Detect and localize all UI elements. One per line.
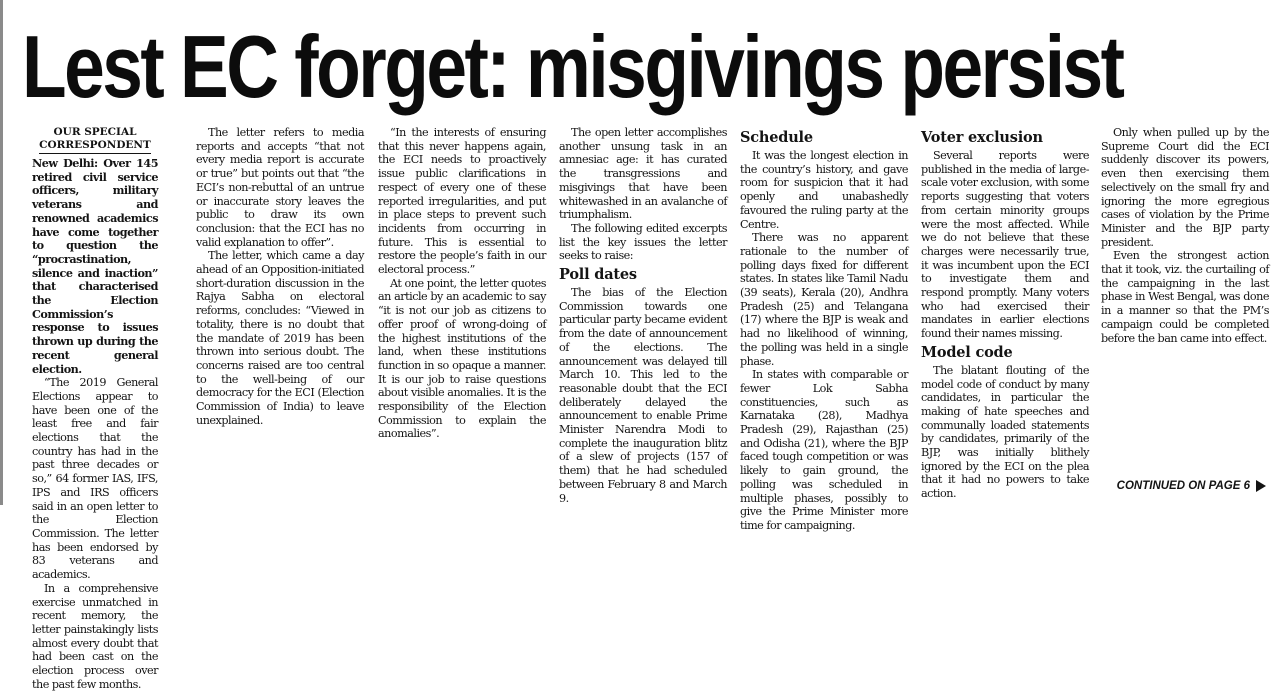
paragraph: At one point, the letter quotes an article by an academic to say “it is not our job as citizens to offer proof of wrong-doing of the highest institutions of the land, when these institutions function in so opaque a manner. It is our job to raise questions about visible anomalies. It is the responsibility of the Election Commission to explain the anomalies”. <box>378 276 546 441</box>
headline: Lest EC forget: misgivings persist <box>22 17 1123 116</box>
paragraph: The following edited excerpts list the key issues the letter seeks to raise: <box>559 221 727 263</box>
paragraph: It was the longest election in the country’s history, and gave room for suspicion that it had openly and unabashedly favoured the ruling party at the Centre. <box>740 149 908 231</box>
paragraph: The open letter accomplishes another unsung task in an amnesiac age: it has curated the transgressions and misgivings that have been whitewashed in an avalanche of triumphalism. <box>559 126 727 222</box>
arrow-right-icon <box>1256 480 1266 492</box>
column-6 <box>921 126 1089 501</box>
byline-line-2: CORRESPONDENT <box>39 139 151 154</box>
page-edge-rule <box>0 0 3 505</box>
continued-label: CONTINUED ON PAGE 6 <box>1116 480 1250 492</box>
paragraph: In a comprehensive exercise unmatched in recent memory, the letter painstakingly lists almost every doubt that had been cast on the election process over the past few months. <box>32 581 158 691</box>
lead-paragraph: New Delhi: Over 145 retired civil service officers, military veterans and renowned academics have come together to question the “procrastination, silence and inaction” that characterised the Election Commission’s response to issues thrown up during the recent general election. <box>32 156 158 376</box>
paragraph: The letter, which came a day ahead of an Opposition-initiated short-duration discussion in the Rajya Sabha on electoral reforms, concludes: “Viewed in totality, there is no doubt that the mandate of 2019 has been thrown into serious doubt. The concerns raised are too central to the well-being of our democracy for the ECI (Election Commission of India) to leave unexplained. <box>196 249 364 427</box>
paragraph: Only when pulled up by the Supreme Court did the ECI suddenly discover its powers, even then exercising them selectively on the small fry and ignoring the more egregious cases of violation by the Prime Minister and the BJP party president. <box>1101 126 1269 249</box>
paragraph: “In the interests of ensuring that this never happens again, the ECI needs to proactively issue public clarifications in respect of every one of these reported irregularities, and put in place steps to prevent such incidents from occurring in future. This is essential to restore the people’s faith in our electoral process.” <box>378 126 546 277</box>
paragraph: In states with comparable or fewer Lok Sabha constituencies, such as Karnataka (28), Madhya Pradesh (29), Rajasthan (25) and Odisha (21), where the BJP faced tough competition or was likely to gain ground, the polling was scheduled in multiple phases, possibly to give the Prime Minister more time for campaigning. <box>740 368 908 532</box>
paragraph: Several reports were published in the media of large-scale voter exclusion, with some reports suggesting that voters from certain minority groups were the most affected. While we do not believe that these charges were necessarily true, it was incumbent upon the ECI to investigate them and respond promptly. Many voters who had exercised their mandates in earlier elections found their names missing. <box>921 149 1089 341</box>
column-4 <box>559 126 727 505</box>
paragraph: The bias of the Election Commission towards one particular party became evident from the date of announcement of the elections. The announcement was delayed till March 10. This led to the reasonable doubt that the ECI deliberately delayed the announcement to enable Prime Minister Narendra Modi to complete the inauguration blitz of a slew of projects (157 of them) that he had scheduled between February 8 and March 9. <box>559 286 727 505</box>
byline-line-1: OUR SPECIAL <box>53 126 137 138</box>
column-1 <box>32 126 158 691</box>
column-3 <box>378 126 546 498</box>
subhead-poll-dates: Poll dates <box>559 266 637 284</box>
byline <box>32 126 158 154</box>
subhead-voter-exclusion: Voter exclusion <box>921 129 1043 146</box>
paragraph: The letter refers to media reports and accepts “that not every media report is accurate or true” but points out that “the ECI’s non-rebuttal of an untrue or inaccurate story leaves the public to draw its own conclusion: that the ECI has no valid explanation to offer”. <box>196 126 364 249</box>
column-5 <box>740 126 908 532</box>
paragraph: “The 2019 General Elections appear to have been one of the least free and fair elections that the country has had in the past three decades or so,” 64 former IAS, IFS, IPS and IRS officers said in an open letter to the Election Commission. The letter has been endorsed by 83 veterans and academics. <box>32 376 158 582</box>
continued-on-page-link[interactable] <box>1117 480 1266 492</box>
subhead-model-code: Model code <box>921 343 1013 361</box>
paragraph: Even the strongest action that it took, viz. the curtailing of the campaigning in the last phase in West Bengal, was done in a manner so that the PM’s campaign could be completed before the ban came into effect. <box>1101 249 1269 345</box>
column-7 <box>1101 126 1269 476</box>
paragraph: There was no apparent rationale to the number of polling days fixed for different states. In states like Tamil Nadu (39 seats), Kerala (20), Andhra Pradesh (25) and Telangana (17) where the BJP is weak and had no likelihood of winning, the polling was held in a single phase. <box>740 231 908 368</box>
column-2 <box>196 126 364 498</box>
subhead-schedule: Schedule <box>740 129 813 146</box>
paragraph: The blatant flouting of the model code of conduct by many candidates, in particular the making of hate speeches and communally loaded statements by candidates, primarily of the BJP, was initially blithely ignored by the ECI on the plea that it had no powers to take action. <box>921 363 1089 501</box>
